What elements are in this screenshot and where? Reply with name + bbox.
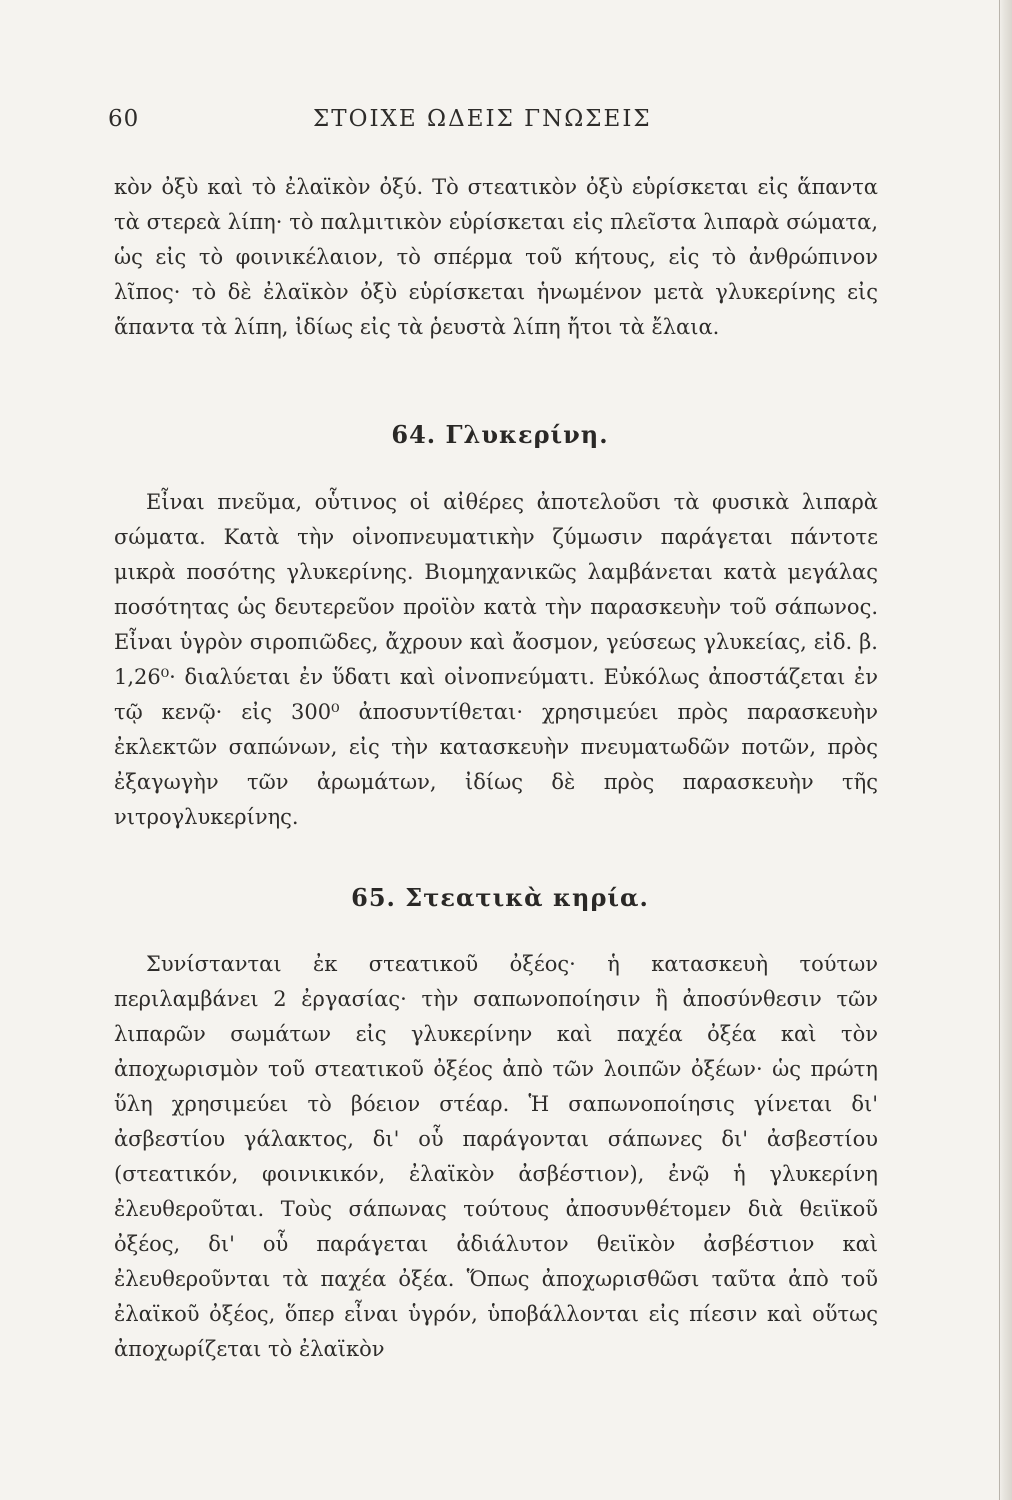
paragraph-glycerine: Εἶναι πνεῦμα, οὗτινος οἱ αἰθέρες ἀποτελοῦσι τὰ φυσικὰ λιπαρὰ σώματα. Κατὰ τὴν οἰνοπνευματικὴν ζύμωσιν παράγεται πάντοτε μικρὰ ποσότης γλυκερίνης. Βιομηχανικῶς λαμβάνεται κατὰ μεγάλας ποσότητας ὡς δευτερεῦον προϊὸν κατὰ τὴν παρασκευὴν τοῦ σάπωνος. Εἶναι ὑγρὸν σιροπιῶδες, ἄχρουν καὶ ἄοσμον, γεύσεως γλυκείας, εἰδ. β. 1,26⁰· διαλύεται ἐν ὕδατι καὶ οἰνοπνεύματι. Εὐκόλως ἀποστάζεται ἐν τῷ κενῷ· εἰς 300⁰ ἀποσυντίθεται· χρησιμεύει πρὸς παρασκευὴν ἐκλεκτῶν σαπώνων, εἰς τὴν κατασκευὴν πνευματωδῶν ποτῶν, πρὸς ἐξαγωγὴν τῶν ἀρωμάτων, ἰδίως δὲ πρὸς παρασκευὴν τῆς νιτρογλυκερίνης. — [114, 490, 878, 829]
section-heading-65: 65. Στεατικὰ κηρία. — [351, 883, 649, 912]
page-edge-shadow — [998, 0, 1012, 1500]
paragraph-continuation: κὸν ὀξὺ καὶ τὸ ἐλαϊκὸν ὀξύ. Τὸ στεατικὸν ὀξὺ εὑρίσκεται εἰς ἅπαντα τὰ στερεὰ λίπη· τὸ παλμιτικὸν εὑρίσκεται εἰς πλεῖστα λιπαρὰ σώματα, ὡς εἰς τὸ φοινικέλαιον, τὸ σπέρμα τοῦ κήτους, εἰς τὸ ἀνθρώπινον λῖπος· τὸ δὲ ἐλαϊκὸν ὀξὺ εὑρίσκεται ἡνωμένον μετὰ γλυκερίνης εἰς ἅπαντα τὰ λίπη, ἰδίως εἰς τὰ ῥευστὰ λίπη ἤτοι τὰ ἔλαια. — [114, 175, 878, 339]
paragraph-stearic-candles: Συνίστανται ἐκ στεατικοῦ ὀξέος· ἡ κατασκευὴ τούτων περιλαμβάνει 2 ἐργασίας· τὴν σαπωνοποίησιν ἢ ἀποσύνθεσιν τῶν λιπαρῶν σωμάτων εἰς γλυκερίνην καὶ παχέα ὀξέα καὶ τὸν ἀποχωρισμὸν τοῦ στεατικοῦ ὀξέος ἀπὸ τῶν λοιπῶν ὀξέων· ὡς πρώτη ὕλη χρησιμεύει τὸ βόειον στέαρ. Ἡ σαπωνοποίησις γίνεται δι' ἀσβεστίου γάλακτος, δι' οὗ παράγονται σάπωνες δι' ἀσβεστίου (στεατικόν, φοινικικόν, ἐλαϊκὸν ἀσβέστιον), ἐνῷ ἡ γλυκερίνη ἐλευθεροῦται. Τοὺς σάπωνας τούτους ἀποσυνθέτομεν διὰ θειϊκοῦ ὀξέος, δι' οὗ παράγεται ἀδιάλυτον θειϊκὸν ἀσβέστιον καὶ ἐλευθεροῦνται τὰ παχέα ὀξέα. Ὅπως ἀποχωρισθῶσι ταῦτα ἀπὸ τοῦ ἐλαϊκοῦ ὀξέος, ὅπερ εἶναι ὑγρόν, ὑποβάλλονται εἰς πίεσιν καὶ οὕτως ἀποχωρίζεται τὸ ἐλαϊκὸν — [114, 952, 878, 1361]
running-title: ΣΤΟΙΧΕ ΩΔΕΙΣ ΓΝΩΣΕΙΣ — [313, 106, 652, 132]
page-number: 60 — [108, 106, 140, 132]
section-heading-64: 64. Γλυκερίνη. — [391, 420, 609, 449]
page-edge-line — [999, 0, 1000, 1500]
running-head — [108, 106, 868, 138]
